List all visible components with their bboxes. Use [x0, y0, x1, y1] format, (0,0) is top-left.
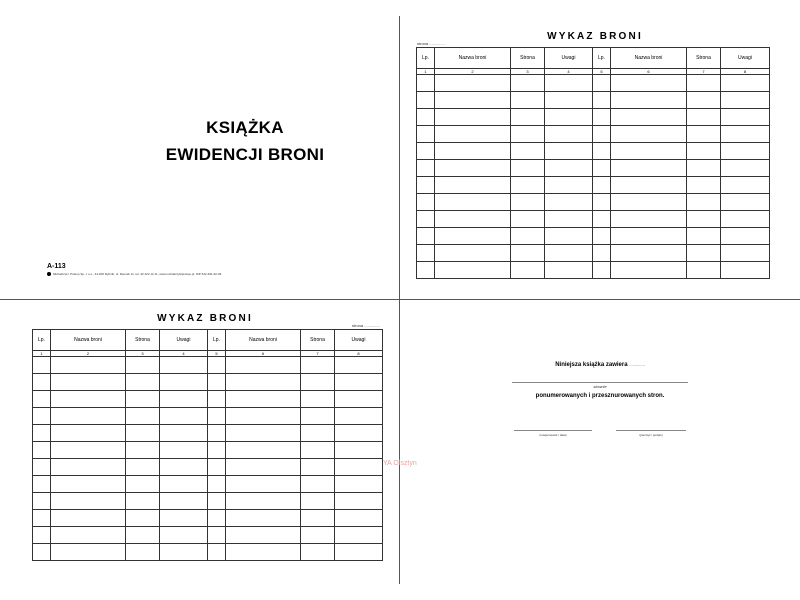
signature-line-right	[616, 430, 686, 431]
table-cell	[545, 177, 593, 194]
table-cell	[687, 75, 721, 92]
table-cell	[160, 527, 208, 544]
table-cell	[226, 442, 301, 459]
table-cell	[160, 493, 208, 510]
col-number: 5	[593, 69, 611, 75]
table-cell	[545, 262, 593, 279]
table-row	[417, 160, 770, 177]
table-cell	[126, 374, 160, 391]
col-header-name-2: Nazwa broni	[611, 48, 687, 69]
table-row	[33, 357, 383, 374]
col-header-name: Nazwa broni	[51, 330, 126, 351]
table-row	[33, 442, 383, 459]
table-cell	[51, 510, 126, 527]
table-cell	[33, 493, 51, 510]
table-cell	[160, 442, 208, 459]
col-number: 1	[33, 351, 51, 357]
table-cell	[611, 75, 687, 92]
table-cell	[611, 228, 687, 245]
table-cell	[593, 92, 611, 109]
table-cell	[687, 194, 721, 211]
table-cell	[417, 126, 435, 143]
table-cell	[511, 126, 545, 143]
table-cell	[33, 357, 51, 374]
table-cell	[545, 194, 593, 211]
weapon-table-top	[416, 47, 770, 279]
table-cell	[208, 510, 226, 527]
table-cell	[335, 459, 383, 476]
col-number: 6	[226, 351, 301, 357]
sheet-title-bottom: WYKAZ BRONI	[157, 313, 253, 324]
table-cell	[593, 194, 611, 211]
table-cell	[208, 476, 226, 493]
table-cell	[721, 228, 770, 245]
table-cell	[721, 245, 770, 262]
col-header-lp: Lp.	[33, 330, 51, 351]
table-cell	[51, 527, 126, 544]
table-cell	[160, 374, 208, 391]
stamp-signature-label: (pieczęć i podpis)	[639, 433, 663, 437]
table-cell	[33, 442, 51, 459]
table-cell	[160, 476, 208, 493]
words-label: słownie	[593, 384, 607, 389]
table-cell	[226, 527, 301, 544]
table-header-row	[33, 330, 383, 351]
table-cell	[126, 544, 160, 561]
table-cell	[33, 374, 51, 391]
table-cell	[435, 177, 511, 194]
table-cell	[301, 391, 335, 408]
table-cell	[126, 357, 160, 374]
table-cell	[435, 160, 511, 177]
table-cell	[721, 92, 770, 109]
col-header-lp-2: Lp.	[208, 330, 226, 351]
form-code: A-113	[47, 263, 66, 270]
table-cell	[160, 425, 208, 442]
table-row	[33, 527, 383, 544]
table-cell	[593, 228, 611, 245]
col-header-page-2: Strona	[301, 330, 335, 351]
col-number: 3	[126, 351, 160, 357]
page-note-bottom: strona ..............	[352, 323, 380, 328]
table-cell	[33, 459, 51, 476]
table-cell	[301, 544, 335, 561]
table-cell	[593, 109, 611, 126]
table-cell	[511, 143, 545, 160]
col-header-notes: Uwagi	[545, 48, 593, 69]
table-cell	[208, 374, 226, 391]
table-cell	[687, 92, 721, 109]
table-cell	[611, 245, 687, 262]
col-header-lp-2: Lp.	[593, 48, 611, 69]
table-cell	[435, 109, 511, 126]
table-row	[417, 143, 770, 160]
table-cell	[721, 75, 770, 92]
table-cell	[226, 544, 301, 561]
table-cell	[335, 391, 383, 408]
table-cell	[511, 177, 545, 194]
table-row	[33, 391, 383, 408]
table-cell	[335, 476, 383, 493]
publisher-fine-print	[47, 272, 221, 276]
table-cell	[160, 408, 208, 425]
col-number: 7	[301, 351, 335, 357]
table-cell	[301, 408, 335, 425]
table-cell	[511, 75, 545, 92]
table-cell	[33, 425, 51, 442]
col-header-page-2: Strona	[687, 48, 721, 69]
sheet-title-top: WYKAZ BRONI	[547, 31, 643, 42]
table-cell	[33, 408, 51, 425]
table-cell	[208, 442, 226, 459]
table-row	[417, 109, 770, 126]
table-cell	[417, 211, 435, 228]
table-cell	[593, 211, 611, 228]
table-cell	[721, 160, 770, 177]
table-cell	[126, 510, 160, 527]
col-number: 5	[208, 351, 226, 357]
table-cell	[687, 160, 721, 177]
closing-statement-line1	[510, 362, 690, 368]
table-header-row	[417, 48, 770, 69]
table-cell	[611, 262, 687, 279]
table-row	[33, 544, 383, 561]
table-cell	[545, 211, 593, 228]
table-cell	[545, 75, 593, 92]
table-cell	[226, 476, 301, 493]
table-cell	[226, 374, 301, 391]
table-row	[417, 75, 770, 92]
table-cell	[208, 459, 226, 476]
table-cell	[160, 391, 208, 408]
table-cell	[126, 476, 160, 493]
table-cell	[721, 143, 770, 160]
col-header-page: Strona	[511, 48, 545, 69]
table-cell	[593, 177, 611, 194]
table-cell	[335, 357, 383, 374]
table-cell	[301, 442, 335, 459]
table-cell	[51, 544, 126, 561]
table-cell	[511, 245, 545, 262]
table-cell	[721, 211, 770, 228]
table-cell	[160, 544, 208, 561]
table-row	[33, 493, 383, 510]
table-cell	[545, 160, 593, 177]
table-cell	[126, 493, 160, 510]
col-number: 8	[721, 69, 770, 75]
table-cell	[126, 408, 160, 425]
table-cell	[593, 245, 611, 262]
table-cell	[208, 544, 226, 561]
table-cell	[208, 391, 226, 408]
col-number: 2	[435, 69, 511, 75]
col-number: 4	[545, 69, 593, 75]
table-cell	[611, 177, 687, 194]
table-cell	[545, 109, 593, 126]
table-cell	[435, 262, 511, 279]
table-cell	[226, 493, 301, 510]
table-cell	[417, 194, 435, 211]
table-cell	[208, 527, 226, 544]
table-cell	[687, 245, 721, 262]
table-cell	[33, 527, 51, 544]
col-header-lp: Lp.	[417, 48, 435, 69]
table-cell	[511, 92, 545, 109]
table-cell	[126, 391, 160, 408]
table-row	[417, 245, 770, 262]
col-header-name: Nazwa broni	[435, 48, 511, 69]
table-cell	[417, 109, 435, 126]
page-count-words-line	[512, 382, 688, 383]
table-cell	[301, 527, 335, 544]
table-cell	[611, 109, 687, 126]
table-cell	[435, 143, 511, 160]
table-cell	[33, 391, 51, 408]
table-cell	[335, 510, 383, 527]
table-cell	[335, 374, 383, 391]
table-cell	[721, 177, 770, 194]
table-cell	[687, 228, 721, 245]
table-row	[417, 177, 770, 194]
table-cell	[335, 425, 383, 442]
table-row	[417, 262, 770, 279]
table-cell	[160, 510, 208, 527]
table-cell	[226, 510, 301, 527]
col-number: 7	[687, 69, 721, 75]
table-cell	[51, 493, 126, 510]
publisher-text: Michalczyk i Prokop Sp. z o.o., 44-200 Rybnik, ul. Dworek 11, tel. 32 422 12 11, www.michalczykiprokop.pl, NIP 642-291-62-39	[53, 272, 222, 276]
table-cell	[511, 262, 545, 279]
table-cell	[301, 476, 335, 493]
table-cell	[721, 126, 770, 143]
table-row	[33, 510, 383, 527]
col-number: 6	[611, 69, 687, 75]
table-cell	[301, 357, 335, 374]
table-cell	[687, 143, 721, 160]
table-row	[33, 425, 383, 442]
table-cell	[593, 262, 611, 279]
table-cell	[51, 476, 126, 493]
table-cell	[721, 109, 770, 126]
table-cell	[687, 262, 721, 279]
col-header-notes-2: Uwagi	[335, 330, 383, 351]
table-cell	[593, 143, 611, 160]
table-cell	[435, 194, 511, 211]
table-cell	[226, 459, 301, 476]
table-cell	[611, 92, 687, 109]
table-row	[417, 228, 770, 245]
table-cell	[687, 177, 721, 194]
col-header-notes: Uwagi	[160, 330, 208, 351]
cover-title-line2: EWIDENCJI BRONI	[165, 145, 325, 164]
vertical-fold-line	[399, 16, 400, 584]
table-cell	[435, 245, 511, 262]
table-cell	[511, 211, 545, 228]
table-cell	[160, 459, 208, 476]
table-cell	[126, 425, 160, 442]
weapon-table-bottom	[32, 329, 383, 561]
table-cell	[417, 245, 435, 262]
table-cell	[435, 126, 511, 143]
table-cell	[545, 143, 593, 160]
table-cell	[417, 75, 435, 92]
table-cell	[417, 228, 435, 245]
table-cell	[593, 160, 611, 177]
horizontal-fold-line	[0, 299, 800, 300]
col-header-page: Strona	[126, 330, 160, 351]
table-cell	[51, 374, 126, 391]
page-note-top: strona ..............	[417, 41, 445, 46]
table-cell	[593, 75, 611, 92]
col-number: 1	[417, 69, 435, 75]
table-cell	[226, 357, 301, 374]
table-cell	[687, 126, 721, 143]
table-cell	[301, 459, 335, 476]
closing-statement-line2: ponumerowanych i przesznurowanych stron.	[535, 393, 665, 399]
table-row	[417, 211, 770, 228]
table-cell	[208, 425, 226, 442]
table-cell	[51, 357, 126, 374]
table-cell	[417, 160, 435, 177]
table-cell	[417, 143, 435, 160]
table-cell	[301, 425, 335, 442]
table-cell	[226, 425, 301, 442]
table-cell	[611, 160, 687, 177]
table-row	[33, 459, 383, 476]
closing-statement-text: Niniejsza książka zawiera	[555, 362, 628, 368]
table-cell	[208, 408, 226, 425]
table-cell	[335, 408, 383, 425]
table-cell	[511, 194, 545, 211]
table-row	[417, 194, 770, 211]
table-cell	[33, 544, 51, 561]
table-cell	[545, 245, 593, 262]
col-header-notes-2: Uwagi	[721, 48, 770, 69]
table-row	[417, 92, 770, 109]
table-cell	[435, 92, 511, 109]
place-date-label: (miejscowość i data)	[539, 433, 567, 437]
table-cell	[545, 92, 593, 109]
col-header-name-2: Nazwa broni	[226, 330, 301, 351]
table-row	[33, 408, 383, 425]
table-row	[33, 476, 383, 493]
table-cell	[33, 476, 51, 493]
table-cell	[335, 527, 383, 544]
table-cell	[51, 442, 126, 459]
table-cell	[721, 262, 770, 279]
table-cell	[611, 211, 687, 228]
table-cell	[611, 126, 687, 143]
table-cell	[687, 109, 721, 126]
table-row	[33, 374, 383, 391]
table-cell	[417, 177, 435, 194]
table-cell	[160, 357, 208, 374]
publisher-logo-icon	[47, 272, 51, 276]
table-cell	[721, 194, 770, 211]
table-cell	[417, 92, 435, 109]
table-cell	[511, 228, 545, 245]
watermark: YA Olsztyn	[383, 460, 417, 467]
cover-title-line1: KSIĄŻKA	[206, 118, 284, 137]
col-number: 2	[51, 351, 126, 357]
table-cell	[335, 544, 383, 561]
col-number: 4	[160, 351, 208, 357]
table-cell	[51, 391, 126, 408]
table-cell	[208, 357, 226, 374]
table-cell	[335, 493, 383, 510]
table-cell	[435, 75, 511, 92]
signature-line-left	[514, 430, 592, 431]
col-number: 8	[335, 351, 383, 357]
table-cell	[545, 126, 593, 143]
table-cell	[51, 408, 126, 425]
table-cell	[126, 527, 160, 544]
table-cell	[611, 143, 687, 160]
table-cell	[435, 211, 511, 228]
table-row	[417, 126, 770, 143]
table-cell	[226, 408, 301, 425]
table-cell	[226, 391, 301, 408]
table-cell	[126, 442, 160, 459]
table-cell	[687, 211, 721, 228]
table-cell	[511, 109, 545, 126]
table-cell	[435, 228, 511, 245]
table-cell	[417, 262, 435, 279]
col-number: 3	[511, 69, 545, 75]
table-cell	[301, 510, 335, 527]
table-cell	[511, 160, 545, 177]
table-cell	[33, 510, 51, 527]
table-cell	[208, 493, 226, 510]
table-cell	[611, 194, 687, 211]
table-cell	[126, 459, 160, 476]
table-cell	[51, 459, 126, 476]
table-cell	[301, 374, 335, 391]
closing-statement-dots: ..............	[629, 362, 645, 367]
table-cell	[335, 442, 383, 459]
table-cell	[545, 228, 593, 245]
table-cell	[51, 425, 126, 442]
table-cell	[593, 126, 611, 143]
table-cell	[301, 493, 335, 510]
